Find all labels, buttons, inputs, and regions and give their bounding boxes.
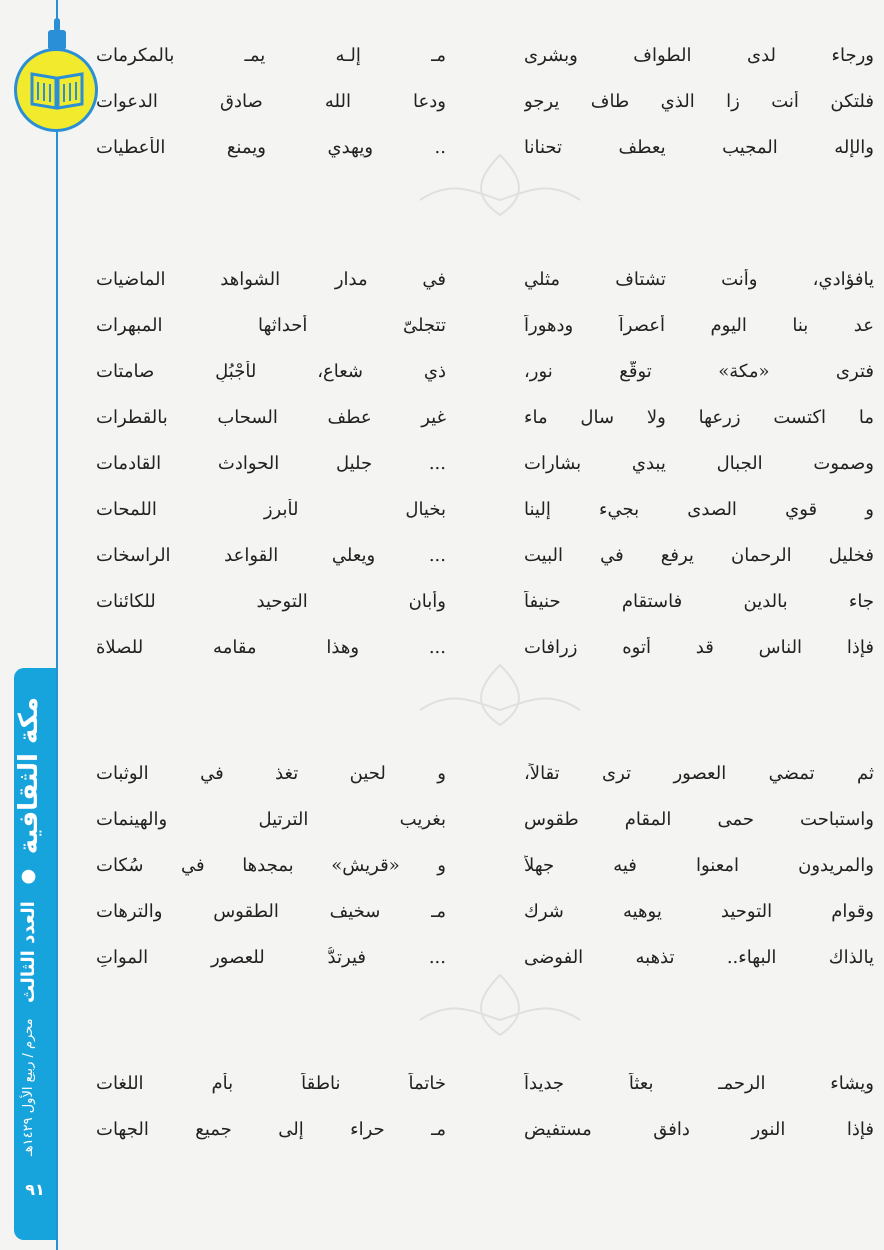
- page-number: ٩١: [25, 1180, 45, 1199]
- magazine-sidebar: [14, 680, 56, 1185]
- verse-left-hemistich: بخيال لأبرز اللمحات: [96, 498, 446, 520]
- verse-right-hemistich: ثم تمضي العصور ترى تقالاً،: [524, 762, 874, 784]
- verse-left-hemistich: مـ سخيف الطقوس والترهات: [96, 900, 446, 922]
- verse-right-hemistich: والإله المجيب يعطف تحنانا: [524, 136, 874, 158]
- verse-right-hemistich: ويشاء الرحمـ بعثاً جديداً: [524, 1072, 874, 1094]
- verse-left-hemistich: ودعا الله صادق الدعوات: [96, 90, 446, 112]
- verse-left-hemistich: و «قريش» بمجدها في سُكات: [96, 854, 446, 876]
- magazine-title: مكة الثقافية: [14, 697, 44, 855]
- verse-right-hemistich: عد بنا اليوم أعصراً ودهوراً: [524, 314, 874, 336]
- verse-row: [96, 486, 874, 532]
- verse-left-hemistich: و لحين تغذ في الوثبات: [96, 762, 446, 784]
- verse-left-hemistich: ... ويعلي القواعد الراسخات: [96, 544, 446, 566]
- verse-left-hemistich: مـ إلـه يمـ بالمكرمات: [96, 44, 446, 66]
- poem-stanza-1: [96, 32, 874, 170]
- verse-row: [96, 842, 874, 888]
- verse-right-hemistich: وقوام التوحيد يوهيه شرك: [524, 900, 874, 922]
- verse-right-hemistich: ما اكتست زرعها ولا سال ماء: [524, 406, 874, 428]
- poem-stanza-2: [96, 256, 874, 670]
- verse-row: [96, 1106, 874, 1152]
- verse-row: [96, 750, 874, 796]
- floral-ornament-icon: [410, 660, 590, 730]
- verse-row: [96, 32, 874, 78]
- verse-row: [96, 78, 874, 124]
- verse-left-hemistich: مـ حراء إلى جميع الجهات: [96, 1118, 446, 1140]
- issue-label: العدد الثالث: [18, 901, 39, 1004]
- verse-row: [96, 578, 874, 624]
- verse-left-hemistich: وأبان التوحيد للكائنات: [96, 590, 446, 612]
- verse-right-hemistich: فلتكن أنت زا الذي طاف يرجو: [524, 90, 874, 112]
- verse-left-hemistich: تتجلىّ أحداثها المبهرات: [96, 314, 446, 336]
- magazine-logo: [12, 18, 102, 158]
- verse-right-hemistich: واستباحت حمى المقام طقوس: [524, 808, 874, 830]
- verse-row: [96, 302, 874, 348]
- verse-right-hemistich: والمريدون امعنوا فيه جهلاً: [524, 854, 874, 876]
- verse-right-hemistich: فخليل الرحمان يرفع في البيت: [524, 544, 874, 566]
- verse-right-hemistich: جاء بالدين فاستقام حنيفاً: [524, 590, 874, 612]
- issue-date: محرم / ربيع الأول ١٤٢٩هـ: [21, 1018, 36, 1156]
- verse-row: [96, 348, 874, 394]
- verse-left-hemistich: ... جليل الحوادث القادمات: [96, 452, 446, 474]
- sidebar-divider-line: [56, 0, 58, 1250]
- verse-left-hemistich: .. ويهدي ويمنع الأعطيات: [96, 136, 446, 158]
- verse-row: [96, 256, 874, 302]
- verse-row: [96, 394, 874, 440]
- verse-row: [96, 888, 874, 934]
- verse-right-hemistich: وصموت الجبال يبدي بشارات: [524, 452, 874, 474]
- verse-left-hemistich: ... فيرتدُّ للعصور المواتِ: [96, 946, 446, 968]
- verse-right-hemistich: ورجاء لدى الطواف وبشرى: [524, 44, 874, 66]
- verse-row: [96, 624, 874, 670]
- verse-left-hemistich: بغريب الترتيل والهينمات: [96, 808, 446, 830]
- poem-stanza-3: [96, 750, 874, 980]
- verse-row: [96, 440, 874, 486]
- verse-left-hemistich: خاتماً ناطقاً بأم اللغات: [96, 1072, 446, 1094]
- verse-right-hemistich: فإذا الناس قد أتوه زرافات: [524, 636, 874, 658]
- verse-right-hemistich: فترى «مكة» توقّع نور،: [524, 360, 874, 382]
- kaaba-icon: [48, 30, 66, 50]
- floral-ornament-icon: [410, 970, 590, 1040]
- verse-left-hemistich: في مدار الشواهد الماضيات: [96, 268, 446, 290]
- verse-right-hemistich: و قوي الصدى بجيء إلينا: [524, 498, 874, 520]
- separator-dot: ●: [18, 867, 39, 889]
- verse-row: [96, 532, 874, 578]
- verse-right-hemistich: يالذاك البهاء.. تذهبه الفوضى: [524, 946, 874, 968]
- verse-right-hemistich: فإذا النور دافق مستفيض: [524, 1118, 874, 1140]
- verse-left-hemistich: ... وهذا مقامه للصلاة: [96, 636, 446, 658]
- verse-left-hemistich: ذي شعاع، لأجْبُلٍ صامتات: [96, 360, 446, 382]
- verse-left-hemistich: غير عطف السحاب بالقطرات: [96, 406, 446, 428]
- verse-row: [96, 796, 874, 842]
- verse-row: [96, 934, 874, 980]
- verse-right-hemistich: يافؤادي، وأنت تشتاف مثلي: [524, 268, 874, 290]
- poem-stanza-4: [96, 1060, 874, 1152]
- verse-row: [96, 1060, 874, 1106]
- verse-row: [96, 124, 874, 170]
- open-book-icon: [28, 68, 86, 112]
